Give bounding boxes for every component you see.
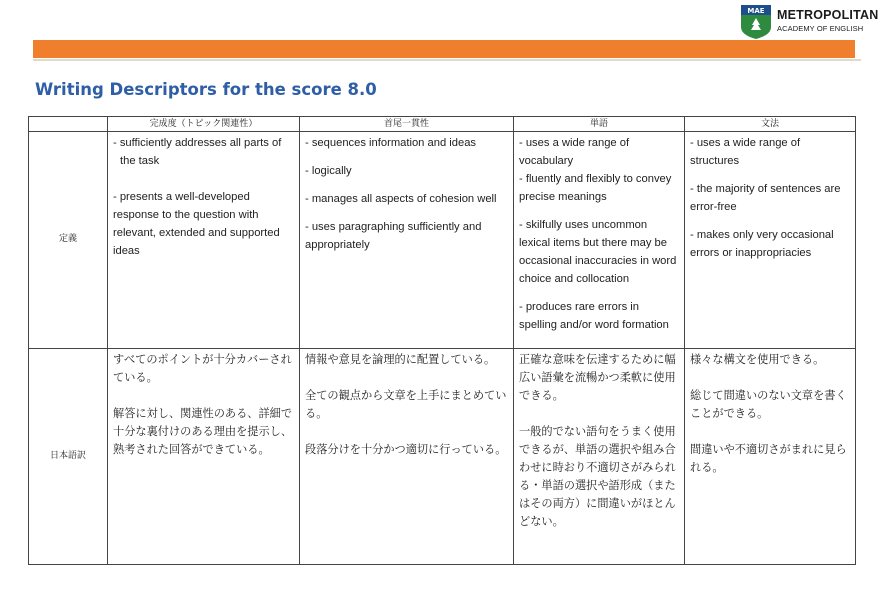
cell-text: - presents a well-developed response to the question with relevant, extended and supported ideas xyxy=(113,191,280,257)
cell-japanese-task xyxy=(108,349,300,565)
cell-definition-vocabulary xyxy=(514,132,685,349)
page-title: Writing Descriptors for the score 8.0 xyxy=(35,80,377,99)
cell-definition-grammar xyxy=(685,132,856,349)
cell-text: - uses a wide range of structures xyxy=(690,137,801,167)
cell-text: - uses a wide range of vocabulary xyxy=(519,137,630,167)
cell-text: 段落分けを十分かつ適切に行っている。 xyxy=(305,443,507,456)
cell-text: - sequences information and ideas xyxy=(305,137,477,149)
table-row-japanese xyxy=(29,349,856,565)
header-cell-empty xyxy=(29,117,108,132)
cell-text: 解答に対し、関連性のある、詳細で十分な裏付けのある理由を提示し、熟考された回答ができている。 xyxy=(113,407,293,456)
cell-text: 情報や意見を論理的に配置している。 xyxy=(305,353,496,366)
orange-banner xyxy=(33,40,855,58)
row-label-japanese: 日本語訳 xyxy=(29,349,108,565)
table-row-definition xyxy=(29,132,856,349)
cell-text: - produces rare errors in spelling and/or word formation xyxy=(519,301,669,331)
cell-japanese-grammar xyxy=(685,349,856,565)
shield-logo-icon xyxy=(741,5,771,39)
cell-text: - uses paragraphing sufficiently and appropriately xyxy=(305,221,482,251)
header-cell-task-achievement: 完成度（トピック関連性） xyxy=(108,117,300,132)
descriptor-table xyxy=(28,116,856,565)
cell-text: 一般的でない語句をうまく使用できるが、単語の選択や組み合わせに時おり不適切さがみられる・単語の選択や語形成（またはその両方）に間違いがほとんどない。 xyxy=(519,425,676,528)
cell-text: - manages all aspects of cohesion well xyxy=(305,193,497,205)
cell-text: 間違いや不適切さがまれに見られる。 xyxy=(690,443,847,474)
cell-japanese-vocabulary xyxy=(514,349,685,565)
cell-text: - logically xyxy=(305,165,352,177)
table-header-row xyxy=(29,117,856,132)
logo-name: METROPOLITAN xyxy=(777,8,879,22)
cell-definition-task xyxy=(108,132,300,349)
logo-subtitle: ACADEMY OF ENGLISH xyxy=(777,24,864,33)
cell-text: 全ての観点から文章を上手にまとめている。 xyxy=(305,389,507,420)
cell-text: - skilfully uses uncommon lexical items but there may be occasional inaccuracies in word choice and collocation xyxy=(519,219,677,285)
cell-text: - the majority of sentences are error-free xyxy=(690,183,841,213)
cell-text: すべてのポイントが十分カバーされている。 xyxy=(113,353,292,384)
logo-badge-text: MAE xyxy=(747,7,765,15)
header-cell-grammar: 文法 xyxy=(685,117,856,132)
academy-logo xyxy=(741,5,891,41)
header-cell-coherence: 首尾一貫性 xyxy=(300,117,514,132)
row-label-definition: 定義 xyxy=(29,132,108,349)
cell-text: 総じて間違いのない文章を書くことができる。 xyxy=(690,389,847,420)
header-cell-vocabulary: 単語 xyxy=(514,117,685,132)
banner-divider xyxy=(33,59,861,61)
cell-text: - fluently and flexibly to convey precise meanings xyxy=(519,173,672,203)
cell-text: 様々な構文を使用できる。 xyxy=(690,353,825,366)
cell-japanese-coherence xyxy=(300,349,514,565)
cell-text: - makes only very occasional errors or inappropriacies xyxy=(690,229,834,259)
cell-text: - sufficiently addresses all parts of the task xyxy=(113,137,282,167)
cell-definition-coherence xyxy=(300,132,514,349)
cell-text: 正確な意味を伝達するために幅広い語彙を流暢かつ柔軟に使用できる。 xyxy=(519,353,676,402)
